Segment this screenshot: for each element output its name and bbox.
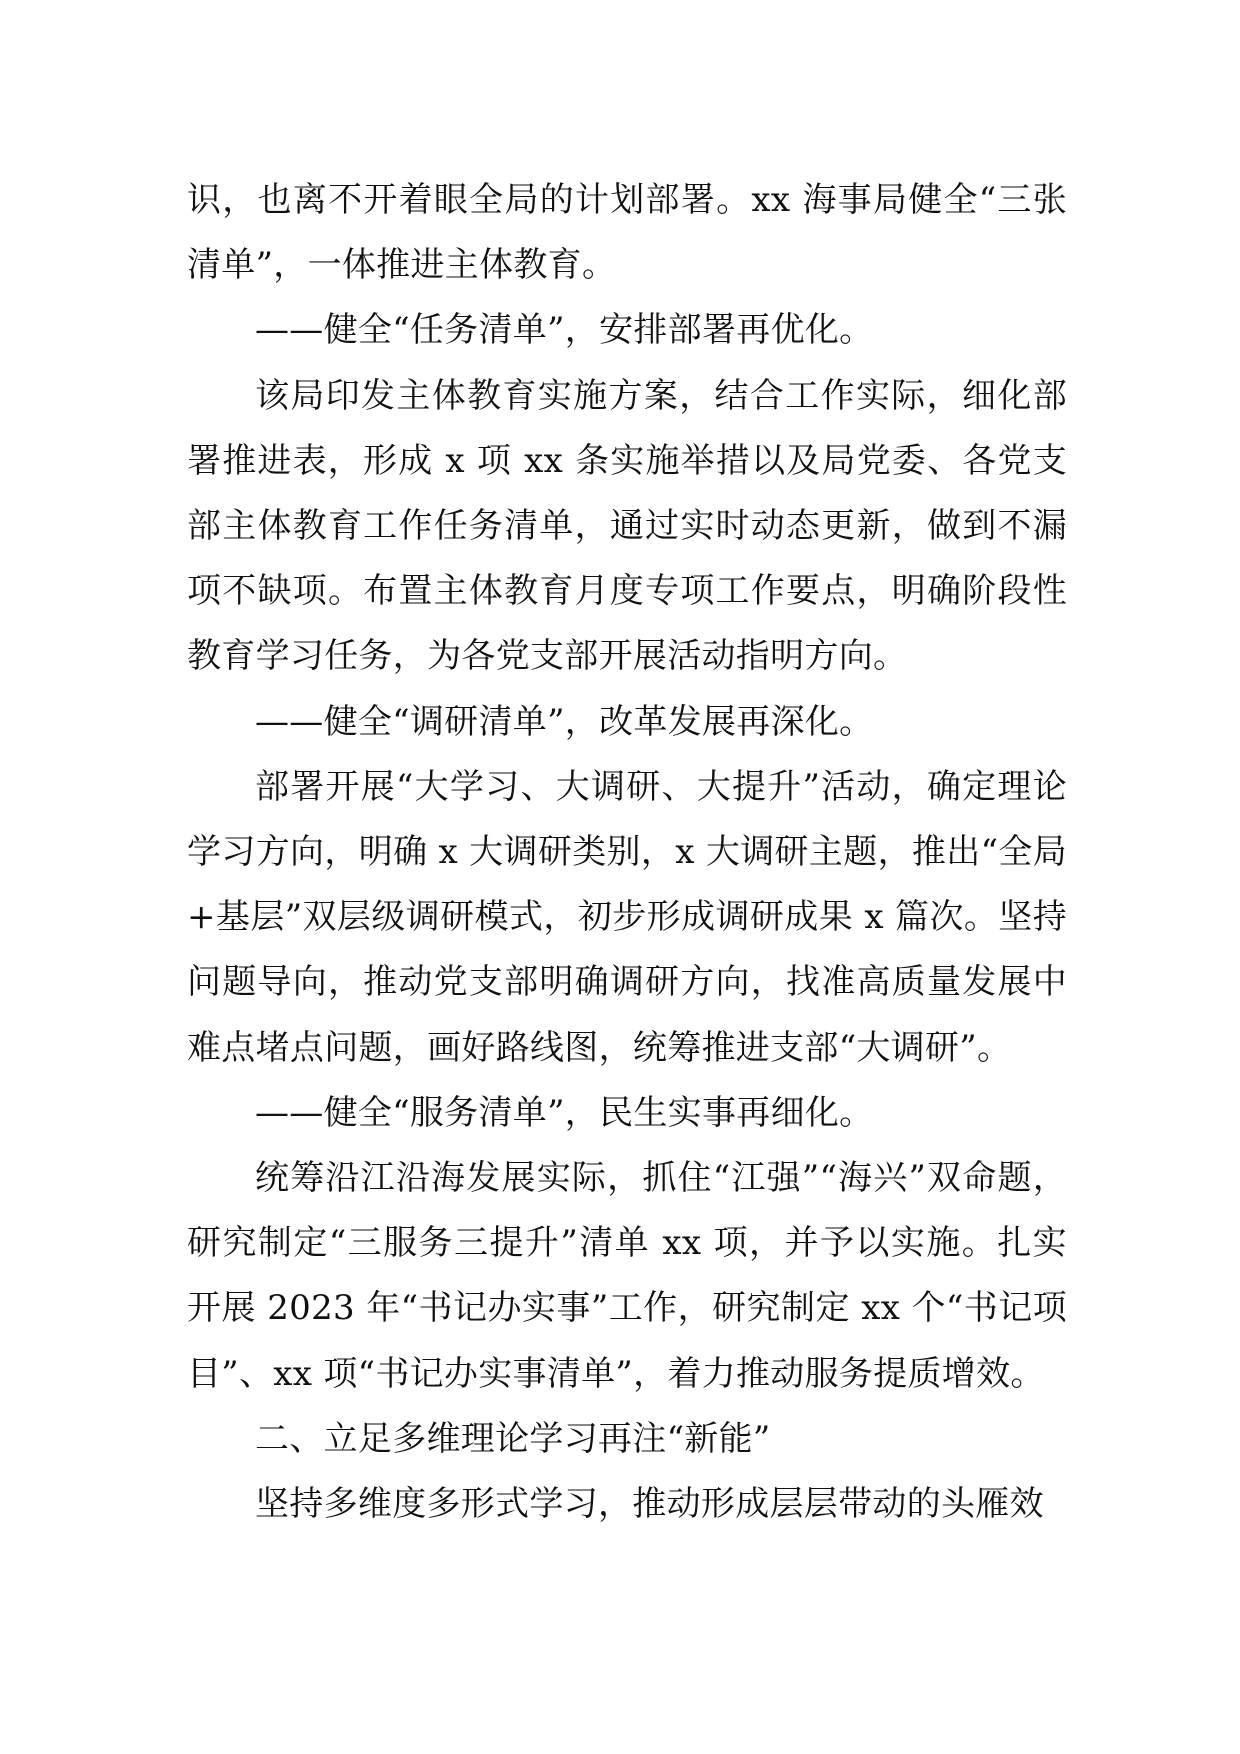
section-heading-two: 二、立足多维理论学习再注“新能” [255,1418,771,1459]
paragraph-section-two: 坚持多维度多形式学习，推动形成层层带动的头雁效 [255,1484,1044,1525]
paragraph-continuation: 识，也离不开着眼全局的计划部署。xx 海事局健全“三张清单”，一体推进主体教育。 [187,180,1067,286]
paragraph-service-list: 统筹沿江沿海发展实际，抓住“江强”“海兴”双命题，研究制定“三服务三提升”清单 xx 项，并予以实施。扎实开展 2023 年“书记办实事”工作，研究制定 xx 个“书记项目”、xx 项“书记办实事清单”，着力推动服务提质增效。 [187,1158,1067,1394]
subheading-task-list: ——健全“任务清单”，安排部署再优化。 [255,310,874,351]
paragraph-task-list: 该局印发主体教育实施方案，结合工作实际，细化部署推进表，形成 x 项 xx 条实施举措以及局党委、各党支部主体教育工作任务清单，通过实时动态更新，做到不漏项不缺项。布置主体教育月度专项工作要点，明确阶段性教育学习任务，为各党支部开展活动指明方向。 [187,375,1067,677]
subheading-research-list: ——健全“调研清单”，改革发展再深化。 [255,701,874,742]
subheading-service-list: ——健全“服务清单”，民生实事再细化。 [255,1092,874,1133]
paragraph-research-list: 部署开展“大学习、大调研、大提升”活动，确定理论学习方向，明确 x 大调研类别，x 大调研主题，推出“全局+基层”双层级调研模式，初步形成调研成果 x 篇次。坚持问题导向，推动党支部明确调研方向，找准高质量发展中难点堵点问题，画好路线图，统筹推进支部“大调研”。 [187,766,1067,1068]
document-body [187,168,1067,1537]
